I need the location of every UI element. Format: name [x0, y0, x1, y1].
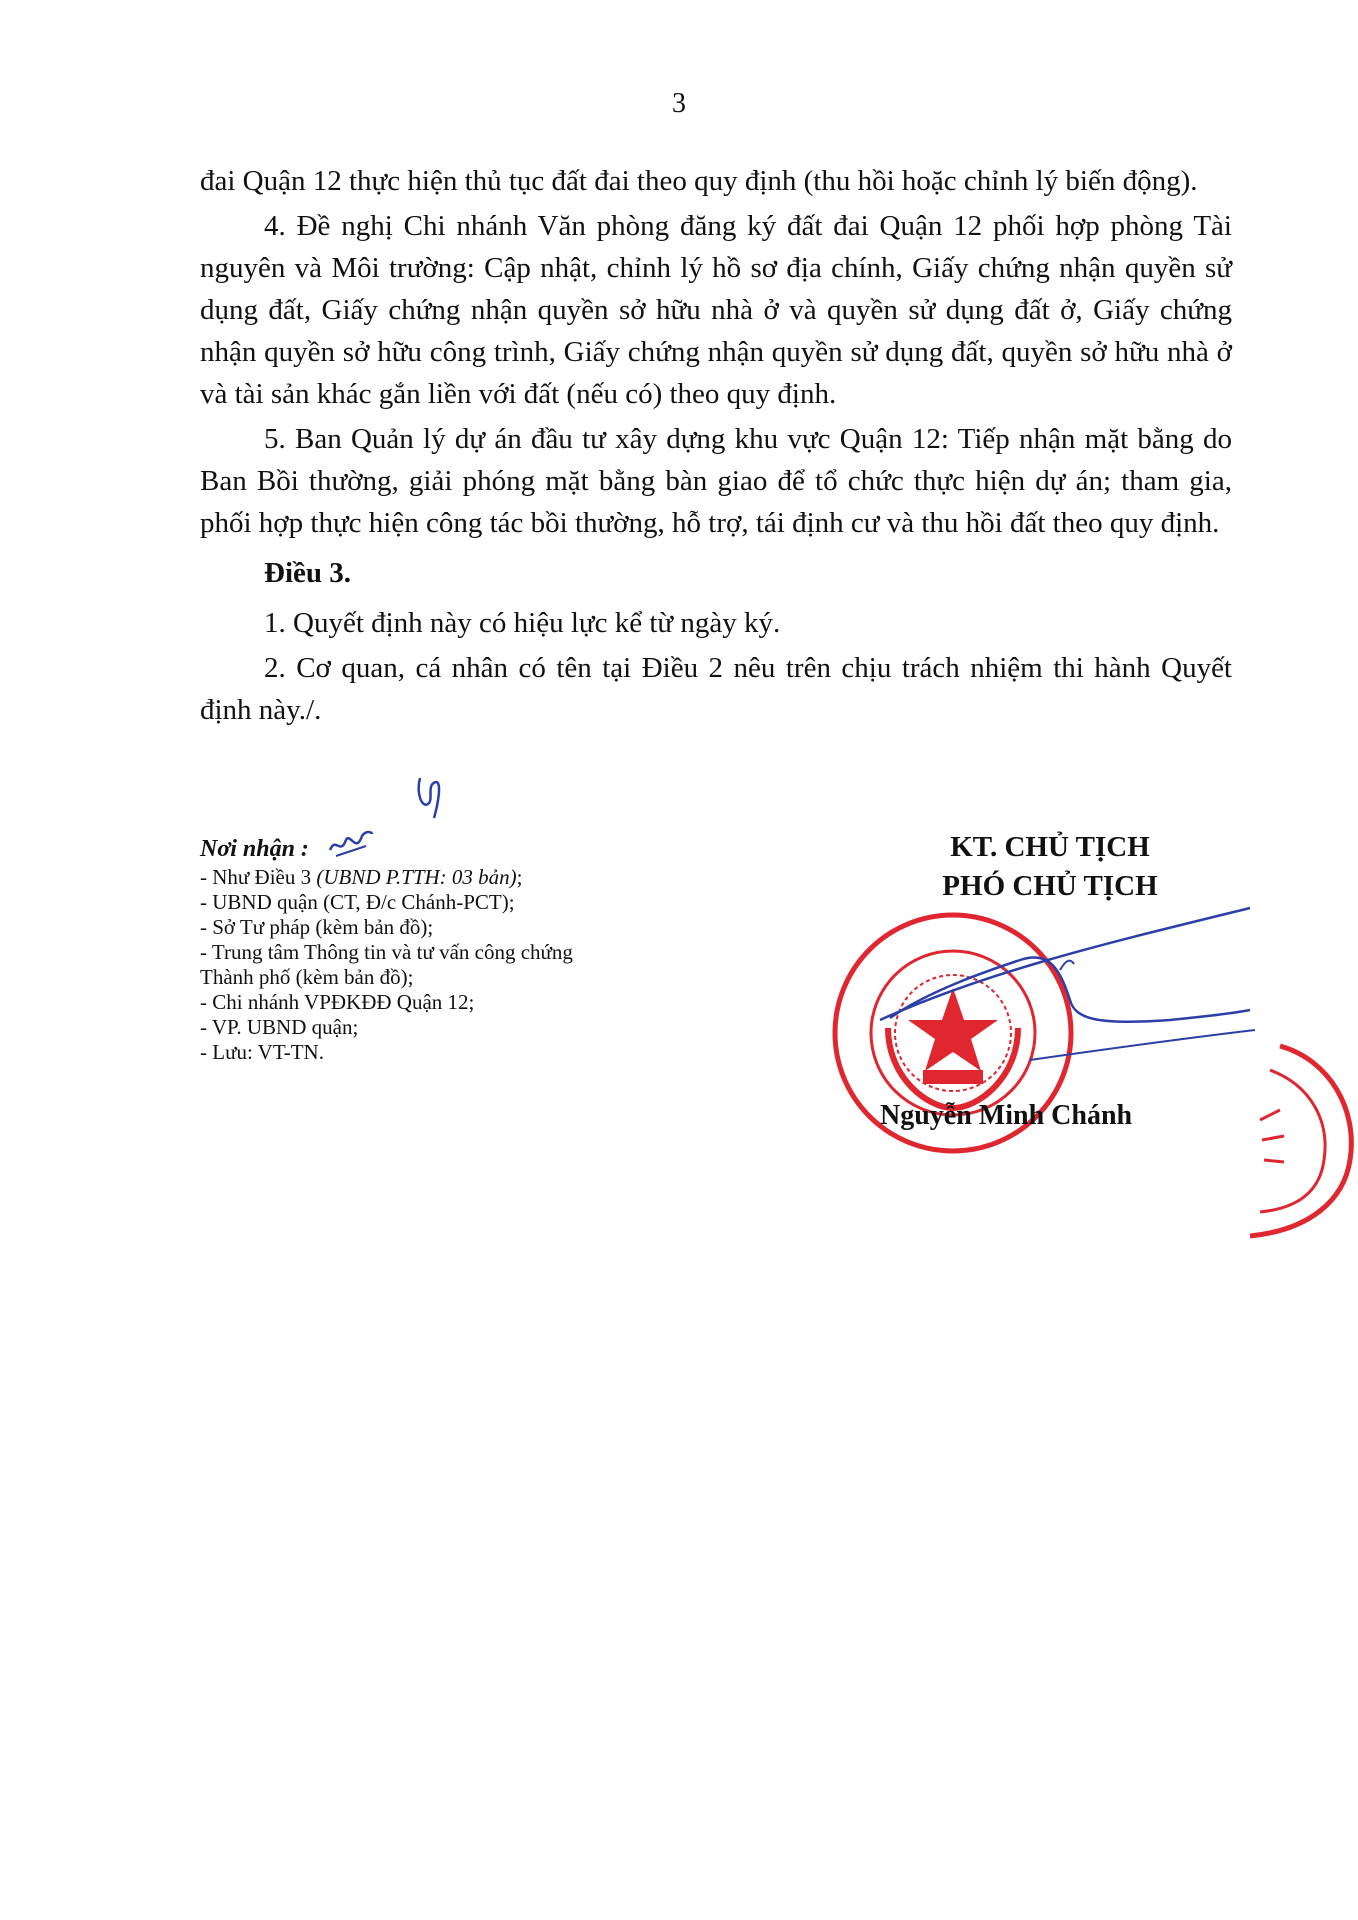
signature-title-line2: PHÓ CHỦ TỊCH — [942, 870, 1158, 902]
signer-name: Nguyễn Minh Chánh — [880, 1100, 1133, 1131]
recipient-item: - Sở Tư pháp (kèm bản đồ); — [200, 915, 434, 939]
paragraph-item-5: 5. Ban Quản lý dự án đầu tư xây dựng khu vực Quận 12: Tiếp nhận mặt bằng do Ban Bồi thường, giải phóng mặt bằng bàn giao để tổ chức thực hiện dự án; tham gia, phối hợp thực hiện công tác bồi thường, hỗ trợ, tái định cư và thu hồi đất theo quy định. — [200, 423, 1232, 539]
article-item-1: 1. Quyết định này có hiệu lực kể từ ngày ký. — [264, 607, 781, 639]
signature-block — [850, 828, 1250, 906]
body-text — [200, 160, 1232, 734]
recipient-item: - Chi nhánh VPĐKĐĐ Quận 12; — [200, 990, 475, 1014]
article-heading: Điều 3. — [264, 557, 351, 589]
initial-mark-icon — [326, 826, 376, 862]
recipients-block — [200, 833, 620, 1065]
recipient-item: - Như Điều 3 (UBND P.TTH: 03 bản); — [200, 865, 523, 889]
paragraph-continuation: đai Quận 12 thực hiện thủ tục đất đai theo quy định (thu hồi hoặc chỉnh lý biến động). — [200, 165, 1198, 197]
signature-title-line1: KT. CHỦ TỊCH — [950, 831, 1150, 863]
recipient-item: - Lưu: VT-TN. — [200, 1040, 324, 1064]
recipient-item: - VP. UBND quận; — [200, 1015, 359, 1039]
initial-mark-icon — [412, 774, 452, 822]
handwritten-signature-icon — [870, 900, 1260, 1080]
recipient-item: - UBND quận (CT, Đ/c Chánh-PCT); — [200, 890, 515, 914]
article-item-2: 2. Cơ quan, cá nhân có tên tại Điều 2 nêu trên chịu trách nhiệm thi hành Quyết định này./. — [200, 652, 1232, 726]
paragraph-item-4: 4. Đề nghị Chi nhánh Văn phòng đăng ký đất đai Quận 12 phối hợp phòng Tài nguyên và Môi trường: Cập nhật, chỉnh lý hồ sơ địa chính, Giấy chứng nhận quyền sử dụng đất, Giấy chứng nhận quyền sở hữu nhà ở và quyền sử dụng đất ở, Giấy chứng nhận quyền sở hữu công trình, Giấy chứng nhận quyền sử dụng đất, quyền sở hữu nhà ở và tài sản khác gắn liền với đất (nếu có) theo quy định. — [200, 210, 1232, 410]
recipient-item: - Trung tâm Thông tin và tư vấn công chứng Thành phố (kèm bản đồ); — [200, 940, 573, 989]
page-number: 3 — [672, 88, 686, 119]
recipients-title: Nơi nhận : — [200, 836, 309, 862]
